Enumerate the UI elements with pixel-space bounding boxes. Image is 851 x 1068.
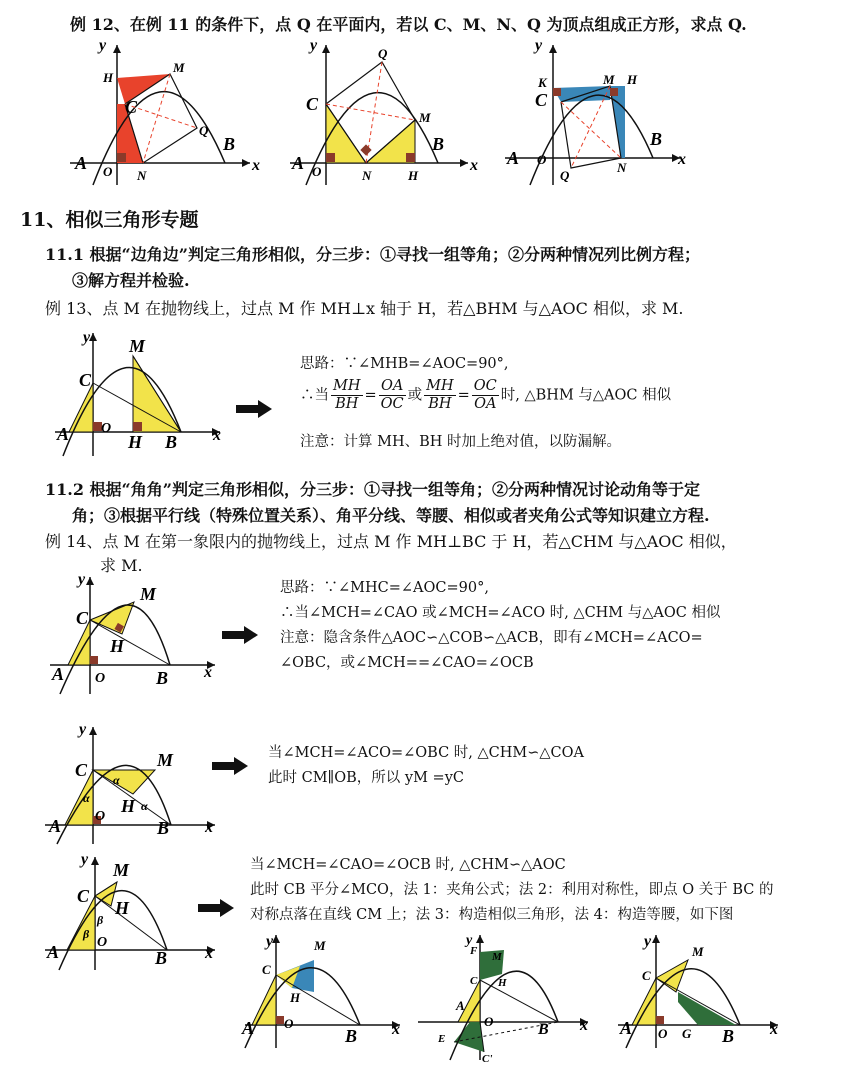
label-B: B: [722, 1026, 735, 1046]
label-Q: Q: [560, 168, 570, 183]
label-y: y: [83, 329, 91, 346]
label-A: A: [52, 664, 65, 684]
label-O: O: [484, 1014, 494, 1029]
label-y: y: [644, 933, 652, 950]
label-A: A: [456, 998, 465, 1013]
method-figure-1: [240, 930, 410, 1050]
case1-figure: [45, 722, 225, 847]
label-A: A: [49, 816, 62, 836]
ex13-figure: [55, 328, 235, 458]
label-beta: β: [83, 927, 90, 941]
s111-line2: ③解方程并检验.: [72, 271, 190, 290]
label-A: A: [57, 424, 70, 444]
label-alpha: α: [83, 791, 90, 805]
ex14-note-1: 思路：∵∠MHC=∠AOC=90°,: [280, 580, 489, 596]
s112-line1: 11.2 根据“角角”判定三角形相似，分三步：①寻找一组等角；②分两种情况讨论动角等于定: [45, 480, 700, 499]
label-x: x: [580, 1017, 588, 1034]
label-y: y: [99, 37, 107, 54]
label-alpha: α: [141, 799, 148, 813]
ex13-text: 例 13、点 M 在抛物线上，过点 M 作 MH⊥x 轴于 H，若△BHM 与△AOC 相似，求 M.: [45, 299, 684, 318]
label-B: B: [165, 432, 178, 452]
label-B: B: [155, 948, 168, 968]
label-x: x: [770, 1021, 778, 1038]
label-A: A: [75, 153, 88, 173]
arrow-right-icon: [222, 626, 258, 644]
label-y: y: [266, 933, 274, 950]
arrow-right-icon: [236, 400, 272, 418]
s112-line2: 角；③根据平行线（特殊位置关系）、角平分线、等腰、相似或者夹角公式等知识建立方程.: [72, 506, 710, 525]
label-C: C: [125, 97, 138, 117]
label-C: C: [79, 370, 92, 390]
label-H: H: [103, 70, 114, 85]
label-B: B: [223, 134, 236, 154]
section-title: 11、相似三角形专题: [20, 209, 199, 231]
case1-line1: 当∠MCH=∠ACO=∠OBC 时, △CHM∽△COA: [268, 745, 585, 761]
label-x: x: [213, 427, 221, 444]
label-C: C: [642, 968, 651, 983]
label-O: O: [658, 1026, 668, 1041]
label-x: x: [205, 945, 213, 962]
label-B: B: [432, 134, 445, 154]
label-C: C: [470, 975, 478, 987]
label-M: M: [113, 860, 130, 880]
label-O: O: [95, 671, 106, 686]
method-figure-3: [618, 930, 788, 1055]
label-N: N: [617, 160, 627, 175]
label-G: G: [682, 1026, 692, 1041]
label-beta: β: [97, 913, 104, 927]
label-M: M: [140, 584, 157, 604]
label-M: M: [692, 944, 704, 959]
label-C: C: [306, 94, 319, 114]
label-O: O: [284, 1016, 294, 1031]
ex13-note-2: ∴当 $\frac{MH}{BH}$ = $\frac{OA}{OC}$ 或 $\frac{MH}{BH}$ = $\frac{OC}{OA}$ 时, △BHM 与△AOC 相似: [300, 378, 672, 412]
label-B: B: [157, 818, 170, 838]
label-Q: Q: [378, 46, 388, 61]
label-O: O: [95, 809, 106, 824]
label-O: O: [101, 421, 112, 436]
label-H: H: [498, 977, 507, 989]
case2-line2: 此时 CB 平分∠MCO，法 1：夹角公式；法 2：利用对称性，即点 O 关于 BC 的: [250, 882, 774, 898]
label-y: y: [79, 721, 87, 738]
method-figure-2: [418, 930, 593, 1065]
label-x: x: [204, 664, 212, 681]
label-y: y: [78, 571, 86, 588]
label-M: M: [157, 750, 174, 770]
label-C: C: [77, 886, 90, 906]
label-H: H: [128, 432, 143, 452]
s111-line1: 11.1 根据“边角边”判定三角形相似，分三步：①寻找一组等角；②分两种情况列比例方程；: [45, 245, 700, 264]
label-M: M: [419, 110, 431, 125]
label-H: H: [110, 636, 125, 656]
label-M: M: [492, 951, 502, 963]
label-c-prime: C': [482, 1053, 493, 1065]
label-x: x: [205, 819, 213, 836]
label-B: B: [650, 129, 663, 149]
ex14-line2: 求 M.: [100, 556, 143, 575]
label-alpha: α: [113, 773, 120, 787]
label-M: M: [173, 60, 185, 75]
label-F: F: [470, 945, 478, 957]
label-O: O: [312, 164, 322, 179]
label-C: C: [262, 962, 271, 977]
label-A: A: [507, 148, 520, 168]
label-H: H: [627, 72, 638, 87]
label-y: y: [535, 37, 543, 54]
label-E: E: [438, 1033, 446, 1045]
label-M: M: [129, 336, 146, 356]
label-B: B: [156, 668, 169, 688]
label-O: O: [537, 152, 547, 167]
case2-line1: 当∠MCH=∠CAO=∠OCB 时, △CHM∽△AOC: [250, 857, 566, 873]
ex13-note-3: 注意：计算 MH、BH 时加上绝对值，以防漏解。: [300, 434, 622, 450]
label-x: x: [252, 157, 260, 174]
case1-line2: 此时 CM∥OB，所以 yM =yC: [268, 770, 464, 786]
ex13-note-1: 思路：∵∠MHB=∠AOC=90°,: [300, 356, 509, 372]
label-C: C: [76, 608, 89, 628]
case2-line3: 对称点落在直线 CM 上；法 3：构造相似三角形，法 4：构造等腰，如下图: [250, 907, 734, 923]
ex14-note-2: ∴当∠MCH=∠CAO 或∠MCH=∠ACO 时, △CHM 与△AOC 相似: [280, 605, 721, 621]
label-x: x: [392, 1021, 400, 1038]
label-H: H: [290, 990, 301, 1005]
ex14-figure: [50, 572, 230, 697]
ex14-note-3: 注意：隐含条件△AOC∽△COB∽△ACB，即有∠MCH=∠ACO=: [280, 630, 703, 646]
arrow-right-icon: [212, 757, 248, 775]
label-x: x: [678, 151, 686, 168]
label-A: A: [292, 153, 305, 173]
label-A: A: [620, 1018, 633, 1038]
ex14-note-4: ∠OBC，或∠MCH==∠CAO=∠OCB: [280, 655, 534, 671]
label-O: O: [103, 164, 113, 179]
label-M: M: [314, 938, 326, 953]
label-H: H: [115, 898, 130, 918]
label-B: B: [345, 1026, 358, 1046]
label-y: y: [81, 851, 89, 868]
label-H: H: [408, 168, 419, 183]
label-x: x: [470, 157, 478, 174]
label-M: M: [603, 72, 615, 87]
label-A: A: [47, 942, 60, 962]
label-N: N: [137, 168, 147, 183]
label-C: C: [535, 90, 548, 110]
ex12-figure-3: [505, 37, 705, 190]
label-Q: Q: [199, 123, 209, 138]
label-B: B: [538, 1021, 549, 1038]
label-K: K: [538, 75, 547, 90]
ex12-figure-2: [290, 37, 490, 190]
label-y: y: [466, 933, 473, 948]
label-C: C: [75, 760, 88, 780]
ex12-figure-1: [65, 37, 265, 190]
ex14-line1: 例 14、点 M 在第一象限内的抛物线上，过点 M 作 MH⊥BC 于 H，若△CHM 与△AOC 相似，: [45, 532, 737, 551]
label-N: N: [362, 168, 372, 183]
label-A: A: [242, 1018, 255, 1038]
ex12-text: 例 12、在例 11 的条件下，点 Q 在平面内，若以 C、M、N、Q 为顶点组成正方形，求点 Q.: [70, 15, 747, 34]
label-y: y: [310, 37, 318, 54]
label-O: O: [97, 935, 108, 950]
label-H: H: [121, 796, 136, 816]
arrow-right-icon: [198, 899, 234, 917]
